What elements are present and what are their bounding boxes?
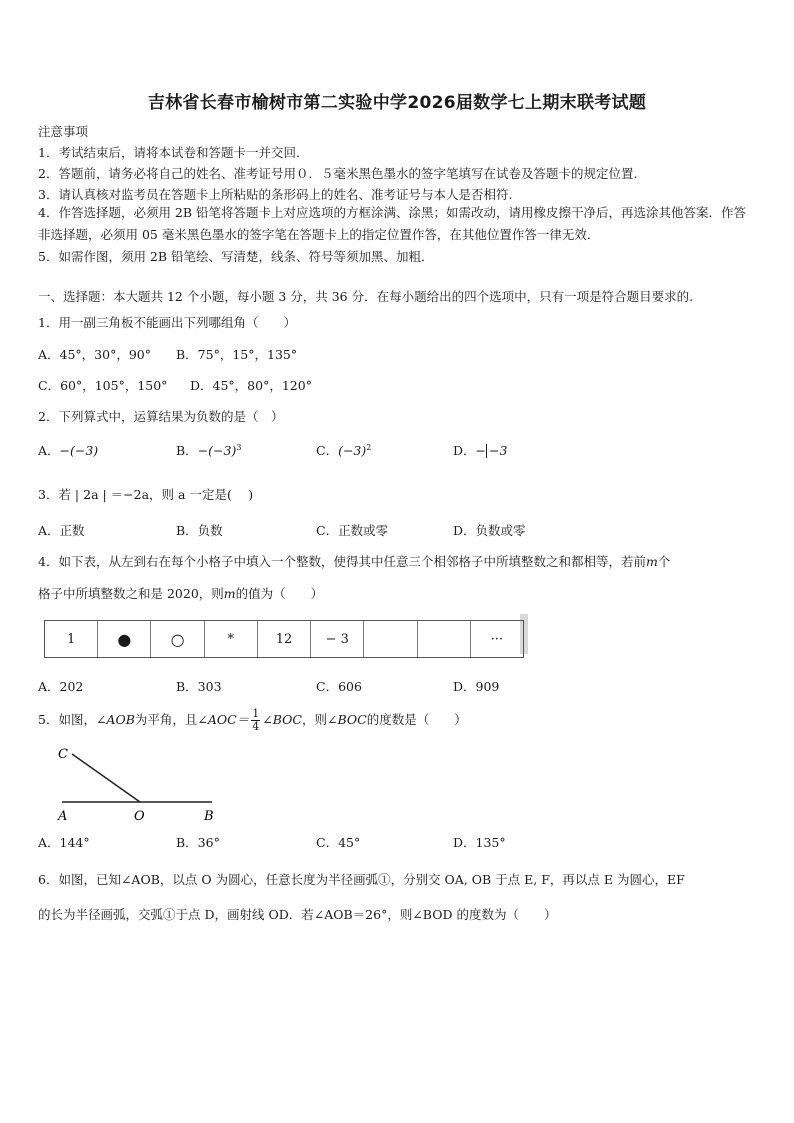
grid-cell: 12 bbox=[258, 621, 311, 657]
question-6-stem-line1: 6．如图，已知∠AOB，以点 O 为圆心，任意长度为半径画弧①，分别交 OA, OB 于点 E, F，再以点 E 为圆心，EF bbox=[38, 872, 685, 887]
q5-option-b: B．36° bbox=[176, 835, 220, 850]
notice-heading: 注意事项 bbox=[38, 124, 89, 139]
grid-cell: ··· bbox=[490, 631, 504, 647]
question-3-stem: 3．若 | 2a | ＝−2a，则 a 一定是( ) bbox=[38, 487, 254, 502]
q1-option-b: B．75°，15°，135° bbox=[176, 347, 298, 362]
question-1-stem: 1．用一副三角板不能画出下列哪组角（ ） bbox=[38, 315, 296, 330]
notice-item-5: 5．如需作图，须用 2B 铅笔绘、写清楚，线条、符号等须加黑、加粗． bbox=[38, 249, 434, 264]
q3-option-c: C．正数或零 bbox=[316, 523, 389, 538]
q5-option-a: A．144° bbox=[38, 835, 90, 850]
q4-option-c: C．606 bbox=[316, 679, 362, 694]
q3-option-a: A．正数 bbox=[38, 523, 85, 538]
question-6-stem-line2: 的长为半径画弧，交弧①于点 D，画射线 OD．若∠AOB＝26°，则∠BOD 的度数为（ ） bbox=[38, 907, 557, 922]
label-a: A bbox=[58, 809, 68, 824]
notice-item-4: 4．作答选择题，必须用 2B 铅笔将答题卡上对应选项的方框涂满、涂黑；如需改动，请用橡皮擦干净后，再选涂其他答案．作答非选择题，必须用 05 毫米黑色墨水的签字笔在答题卡上的指定位置作答，在其他位置作答一律无效． bbox=[38, 205, 747, 242]
q2-option-d: D．− −3 bbox=[453, 443, 508, 458]
grid-cell bbox=[418, 621, 471, 657]
section-heading: 一、选择题：本大题共 12 个小题，每小题 3 分，共 36 分．在每小题给出的四个选项中，只有一项是符合题目要求的. bbox=[38, 289, 694, 304]
grid-cell: − 3 bbox=[311, 621, 364, 657]
q3-option-b: B．负数 bbox=[176, 523, 223, 538]
notice-item-2: 2．答题前，请务必将自己的姓名、准考证号用０．５毫米黑色墨水的签字笔填写在试卷及答题卡的规定位置. bbox=[38, 166, 638, 181]
notice-item-1: 1．考试结束后，请将本试卷和答题卡一并交回. bbox=[38, 145, 300, 160]
grid-cell bbox=[364, 621, 417, 657]
question-2-stem: 2．下列算式中，运算结果为负数的是（ ） bbox=[38, 409, 284, 424]
page-title: 吉林省长春市榆树市第二实验中学2026届数学七上期末联考试题 bbox=[147, 93, 647, 113]
label-c: C bbox=[58, 747, 68, 762]
grid-cell: * bbox=[205, 621, 258, 657]
grid-cell: 1 bbox=[45, 621, 98, 657]
q1-option-a: A．45°，30°，90° bbox=[38, 347, 151, 362]
q2-option-c: C．$(-3)^2$ bbox=[316, 442, 372, 458]
question-4-stem-line1: 4．如下表，从左到右在每个小格子中填入一个整数，使得其中任意三个相邻格子中所填整数之和都相等，若前m个 bbox=[38, 554, 671, 569]
q5-option-c: C．45° bbox=[316, 835, 361, 850]
question-4-stem-line2: 格子中所填整数之和是 2020，则m的值为（ ） bbox=[38, 586, 324, 601]
ray-oc bbox=[72, 754, 140, 802]
grid-cell: ○ bbox=[151, 621, 204, 657]
grid-cell: ● bbox=[98, 621, 151, 657]
q5-option-d: D．135° bbox=[453, 835, 506, 850]
integer-grid-table bbox=[44, 620, 524, 658]
question-5-stem: 5．如图，∠AOB为平角，且∠AOC＝ $\frac{1}{4}$ ∠BOC，则∠BOC的度数是（ ） bbox=[38, 707, 467, 733]
notice-item-3: 3．请认真核对监考员在答题卡上所粘贴的条形码上的姓名、准考证号与本人是否相符. bbox=[38, 187, 513, 202]
label-b: B bbox=[204, 809, 214, 824]
q4-option-d: D．909 bbox=[453, 679, 500, 694]
one-quarter-fraction: $\frac{1}{4}$ bbox=[252, 707, 260, 733]
q3-option-d: D．负数或零 bbox=[453, 523, 526, 538]
q1-option-d: D．45°，80°，120° bbox=[190, 378, 312, 393]
q1-option-c: C．60°，105°，150° bbox=[38, 378, 168, 393]
q2-option-a: A．−(−3) bbox=[38, 443, 99, 458]
label-o: O bbox=[134, 809, 145, 824]
q2-option-b: B．$-(-3)^3$ bbox=[176, 442, 242, 458]
q4-option-a: A．202 bbox=[38, 679, 84, 694]
q4-option-b: B．303 bbox=[176, 679, 222, 694]
angle-figure bbox=[50, 740, 240, 825]
